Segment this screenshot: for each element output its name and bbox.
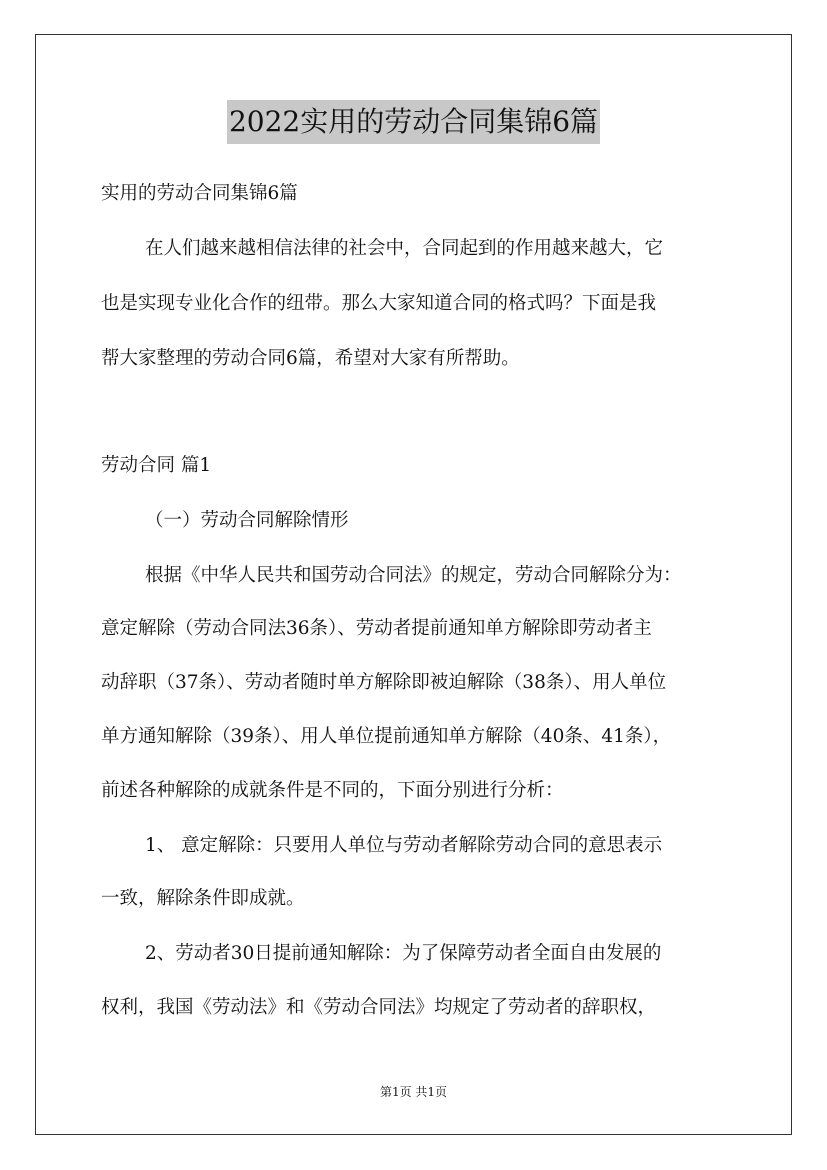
paragraph-line: 帮大家整理的劳动合同6篇，希望对大家有所帮助。 [101,348,520,369]
paragraph-line: 一致，解除条件即成就。 [101,888,305,909]
paragraph-line: 也是实现专业化合作的纽带。那么大家知道合同的格式吗？下面是我 [101,293,657,314]
paragraph-line: 权利，我国《劳动法》和《劳动合同法》均规定了劳动者的辞职权， [101,997,657,1018]
subsection-heading: （一）劳动合同解除情形 [145,510,349,531]
paragraph-line: 2、劳动者30日提前通知解除：为了保障劳动者全面自由发展的 [145,943,662,964]
page-number: 第1页 共1页 [379,1085,448,1099]
section-heading: 劳动合同 篇1 [101,455,212,476]
paragraph-line: 在人们越来越相信法律的社会中，合同起到的作用越来越大，它 [145,238,664,259]
document-title: 2022实用的劳动合同集锦6篇 [227,100,600,144]
paragraph-line: 意定解除（劳动合同法36条）、劳动者提前通知单方解除即劳动者主 [101,618,652,639]
title-container [0,100,827,144]
paragraph-line: 单方通知解除（39条）、用人单位提前通知单方解除（40条、41条）， [101,726,672,747]
paragraph-line: 1、 意定解除：只要用人单位与劳动者解除劳动合同的意思表示 [145,835,663,856]
paragraph-line: 动辞职（37条）、劳动者随时单方解除即被迫解除（38条）、用人单位 [101,672,667,693]
paragraph-line: 根据《中华人民共和国劳动合同法》的规定，劳动合同解除分为： [145,565,682,586]
paragraph-line: 前述各种解除的成就条件是不同的，下面分别进行分析： [101,780,564,801]
document-subtitle: 实用的劳动合同集锦6篇 [101,183,298,204]
